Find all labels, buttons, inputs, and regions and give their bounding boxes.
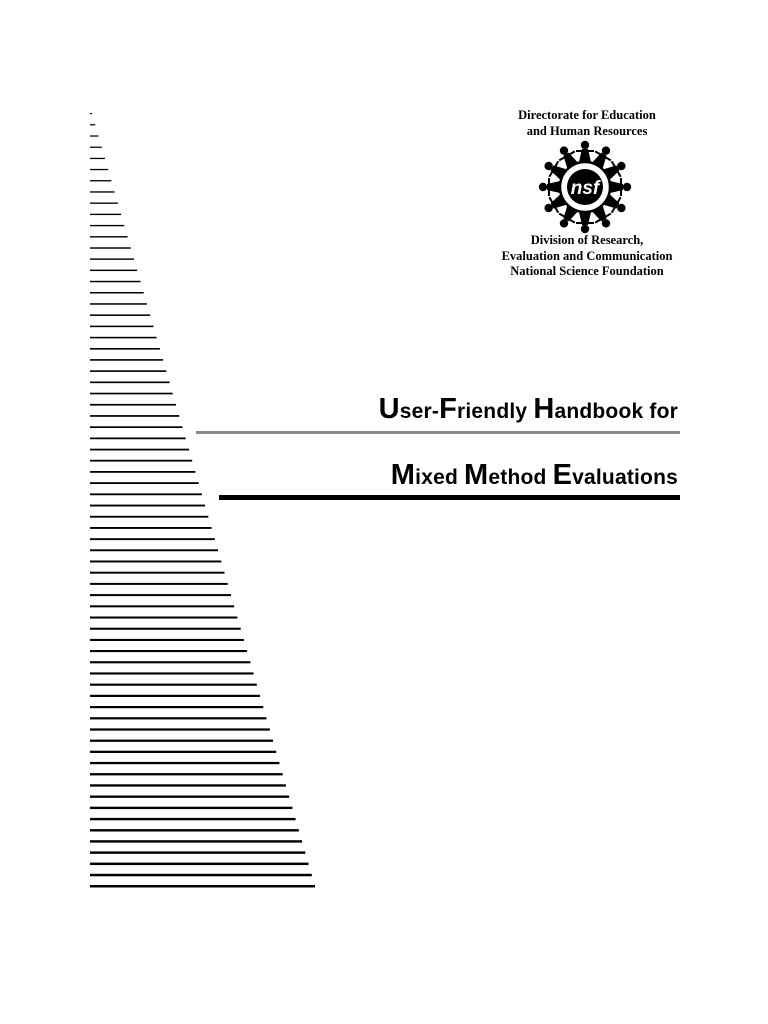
- logo-text: nsf: [570, 178, 600, 199]
- triangle-stripe: [90, 695, 260, 697]
- triangle-stripe: [90, 773, 283, 775]
- title-word-rest: riendly: [457, 400, 534, 423]
- triangle-stripe: [90, 650, 247, 652]
- triangle-stripe: [90, 706, 263, 708]
- triangle-stripe: [90, 281, 141, 282]
- triangle-stripe: [90, 740, 273, 742]
- triangle-stripe: [90, 829, 299, 831]
- triangle-stripe: [90, 874, 312, 876]
- triangle-stripe: [90, 236, 128, 237]
- triangle-stripe: [90, 628, 241, 630]
- triangle-stripe: [90, 762, 279, 764]
- logo-figure: [576, 212, 594, 233]
- title-word-cap: H: [533, 393, 555, 425]
- triangle-stripe: [90, 438, 186, 440]
- division-line-1: Division of Research,: [530, 233, 644, 247]
- title-word-rest: ethod: [488, 466, 553, 489]
- division-line-2: Evaluation and Communication: [501, 248, 673, 263]
- triangle-stripe: [90, 169, 108, 170]
- division-line-3: National Science Foundation: [510, 264, 664, 278]
- triangle-stripe: [90, 639, 244, 641]
- triangle-stripe: [90, 124, 95, 125]
- triangle-stripe: [90, 214, 121, 215]
- triangle-stripe: [90, 684, 257, 686]
- triangle-stripe: [90, 482, 199, 484]
- triangle-stripe: [90, 851, 305, 853]
- triangle-stripe: [90, 516, 208, 518]
- triangle-stripe: [90, 840, 302, 842]
- triangle-stripe: [90, 203, 118, 204]
- triangle-stripe: [90, 672, 254, 674]
- triangle-stripe: [90, 594, 231, 596]
- triangle-stripe: [90, 404, 176, 406]
- triangle-stripe: [90, 460, 192, 462]
- triangle-stripe: [90, 561, 221, 563]
- triangle-stripe: [90, 426, 183, 428]
- triangle-stripe: [90, 471, 195, 473]
- title-word-rest: ixed: [415, 466, 465, 489]
- triangle-stripe: [90, 270, 137, 271]
- logo-figure: [576, 141, 594, 162]
- directorate-line-2: and Human Resources: [526, 123, 648, 138]
- title-word-cap: E: [552, 459, 573, 491]
- title-word-cap: M: [390, 459, 416, 491]
- triangle-stripe: [90, 225, 124, 226]
- triangle-stripe: [90, 796, 289, 798]
- triangle-stripe: [90, 147, 102, 148]
- triangle-stripe: [90, 348, 160, 350]
- triangle-stripe: [90, 493, 202, 495]
- directorate-heading: [488, 108, 686, 139]
- document-title-line-2: [391, 459, 678, 492]
- triangle-stripe: [90, 807, 292, 809]
- division-heading: [488, 233, 686, 280]
- triangle-stripe: [90, 382, 170, 384]
- triangle-stripe: [90, 661, 250, 663]
- triangle-stripe: [90, 113, 92, 114]
- triangle-stripe: [90, 326, 153, 328]
- triangle-stripe: [90, 135, 99, 136]
- title-word-rest: ser-: [399, 400, 440, 423]
- triangle-stripe: [90, 191, 115, 192]
- triangle-stripe: [90, 583, 228, 585]
- triangle-stripe: [90, 303, 147, 305]
- title-rule-black: [219, 495, 680, 500]
- triangle-stripe: [90, 158, 105, 159]
- triangle-stripe: [90, 370, 166, 372]
- triangle-stripe: [90, 314, 150, 316]
- title-word-cap: F: [439, 393, 458, 425]
- nsf-logo-icon: [535, 137, 635, 237]
- directorate-line-1: Directorate for Education: [518, 108, 656, 122]
- triangle-stripe: [90, 292, 144, 294]
- triangle-stripe: [90, 359, 163, 361]
- triangle-stripe: [90, 572, 225, 574]
- triangle-stripe: [90, 617, 237, 619]
- title-word-rest: andbook for: [554, 400, 678, 423]
- triangle-stripe: [90, 337, 157, 339]
- triangle-stripe: [90, 393, 173, 395]
- triangle-stripe: [90, 527, 212, 529]
- triangle-stripe: [90, 728, 270, 730]
- triangle-stripe: [90, 885, 315, 888]
- title-rule-gray: [196, 431, 680, 434]
- triangle-stripe: [90, 258, 134, 259]
- triangle-stripe: [90, 751, 276, 753]
- triangle-stripe: [90, 549, 218, 551]
- logo-figure: [610, 178, 631, 196]
- logo-figure: [539, 178, 560, 196]
- triangle-stripe: [90, 863, 309, 865]
- triangle-stripe: [90, 818, 296, 820]
- triangle-stripe: [90, 180, 111, 181]
- triangle-stripe: [90, 605, 234, 607]
- title-word-cap: U: [378, 393, 400, 425]
- triangle-stripe: [90, 717, 267, 719]
- triangle-stripe: [90, 415, 179, 417]
- title-word-cap: M: [464, 459, 489, 491]
- triangle-stripe: [90, 505, 205, 507]
- triangle-stripe: [90, 538, 215, 540]
- triangle-stripe: [90, 784, 286, 786]
- document-title-line-1: [379, 393, 678, 426]
- triangle-stripe: [90, 247, 131, 248]
- triangle-stripe: [90, 449, 189, 451]
- title-word-rest: valuations: [572, 466, 678, 489]
